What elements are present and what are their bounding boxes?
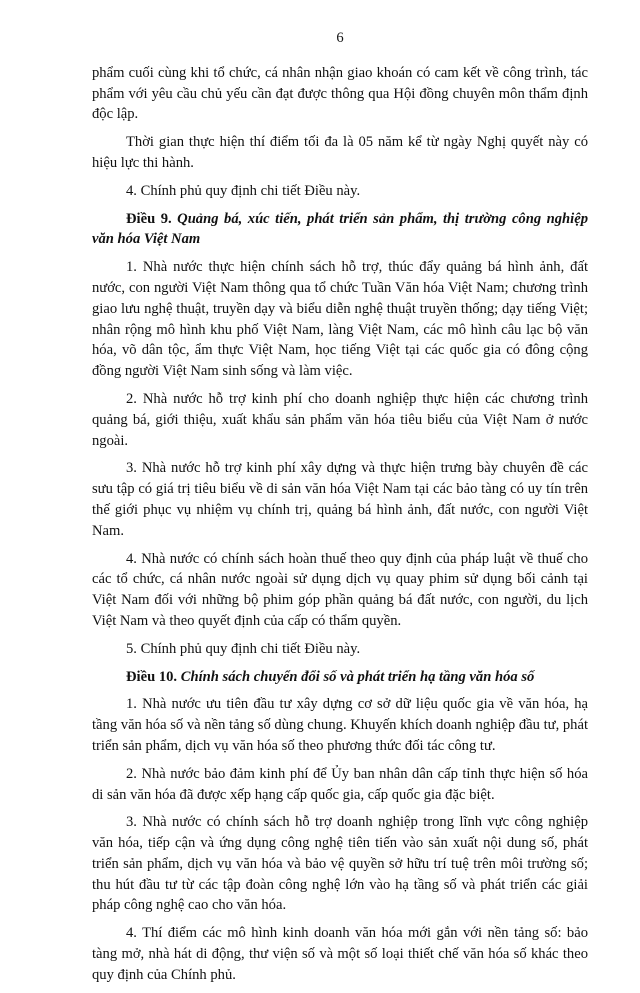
article-10-label: Điều 10. <box>126 668 178 685</box>
article-10-clause-4: 4. Thí điểm các mô hình kinh doanh văn hóa mới gắn với nền tảng số: bảo tàng mở, nhà hát di động, thư viện số và một số loại thiết chế văn hóa số khác theo quy định của Chính phủ. <box>92 925 588 983</box>
article-10-title: Chính sách chuyển đổi số và phát triển hạ tầng văn hóa số <box>180 668 535 685</box>
article-10-clause-3: 3. Nhà nước có chính sách hỗ trợ doanh nghiệp trong lĩnh vực công nghiệp văn hóa, tiếp cận và ứng dụng công nghệ tiên tiến vào sản xuất nội dung số, phát triển sản phẩm, dịch vụ văn hóa và bảo vệ quyền sở hữu trí tuệ trên môi trường số; thu hút đầu tư từ các tập đoàn công nghệ lớn vào hạ tầng số và phát triển các giải pháp công nghệ cao cho văn hóa. <box>92 814 588 914</box>
article-10-clause-1: 1. Nhà nước ưu tiên đầu tư xây dựng cơ sở dữ liệu quốc gia về văn hóa, hạ tầng văn hóa số và nền tảng số dùng chung. Khuyến khích doanh nghiệp đầu tư, phát triển sản phẩm, dịch vụ văn hóa số theo phương thức đối tác công tư. <box>92 696 588 754</box>
article-9-label: Điều 9. <box>126 210 172 227</box>
paragraph-continuation: phẩm cuối cùng khi tổ chức, cá nhân nhận giao khoán có cam kết về công trình, tác phẩm với yêu cầu chủ yếu cần đạt được thông qua Hội đồng chuyên môn thẩm định độc lập. <box>92 64 588 123</box>
article-9-clause-2: 2. Nhà nước hỗ trợ kinh phí cho doanh nghiệp thực hiện các chương trình quảng bá, giới thiệu, xuất khẩu sản phẩm văn hóa tiêu biểu của Việt Nam ở nước ngoài. <box>92 390 588 449</box>
paragraph-pilot-duration: Thời gian thực hiện thí điểm tối đa là 05 năm kể từ ngày Nghị quyết này có hiệu lực thi hành. <box>92 134 588 171</box>
article-9-heading <box>92 209 588 251</box>
article-9-clause-4: 4. Nhà nước có chính sách hoàn thuế theo quy định của pháp luật về thuế cho các tổ chức, cá nhân nước ngoài sử dụng dịch vụ quay phim sử dụng bối cảnh tại Việt Nam đối với những bộ phim góp phần quảng bá đất nước, con người, du lịch Việt Nam và theo quyết định của cấp có thẩm quyền. <box>92 550 588 629</box>
article-9-clause-1: 1. Nhà nước thực hiện chính sách hỗ trợ, thúc đẩy quảng bá hình ảnh, đất nước, con người Việt Nam thông qua tổ chức Tuần Văn hóa Việt Nam; chương trình giao lưu nghệ thuật, truyền dạy và biểu diễn nghệ thuật truyền thống; dạy tiếng Việt; nhân rộng mô hình khu phố Việt Nam, làng Việt Nam, các mô hình câu lạc bộ văn hóa, võ dân tộc, ẩm thực Việt Nam, học tiếng Việt tại các quốc gia có đông cộng đồng người Việt Nam sinh sống và làm việc. <box>92 259 588 380</box>
page-number: 6 <box>336 30 344 46</box>
article-10-clause-2: 2. Nhà nước bảo đảm kinh phí để Ủy ban nhân dân cấp tỉnh thực hiện số hóa di sản văn hóa đã được xếp hạng cấp quốc gia, cấp quốc gia đặc biệt. <box>92 765 588 803</box>
article-9-clause-5: 5. Chính phủ quy định chi tiết Điều này. <box>126 640 361 657</box>
paragraph-clause-4: 4. Chính phủ quy định chi tiết Điều này. <box>126 182 361 199</box>
article-9-title: Quảng bá, xúc tiến, phát triển sản phẩm, thị trường công nghiệp văn hóa Việt Nam <box>92 210 588 248</box>
article-10-heading <box>92 667 588 688</box>
article-9-clause-3: 3. Nhà nước hỗ trợ kinh phí xây dựng và thực hiện trưng bày chuyên đề các sưu tập có giá trị tiêu biểu về di sản văn hóa Việt Nam tại các bảo tàng có uy tín trên thế giới phục vụ nhiệm vụ chính trị, quảng bá hình ảnh, đất nước, con người Việt Nam. <box>92 460 588 539</box>
document-page <box>92 28 588 993</box>
